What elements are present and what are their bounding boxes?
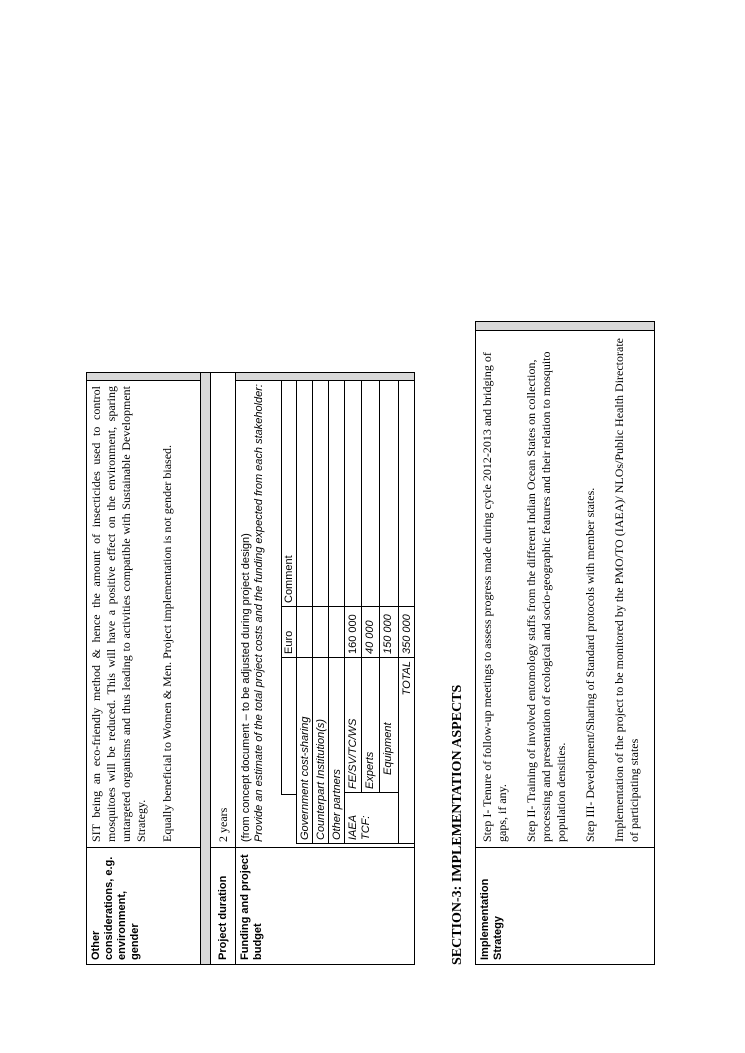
- budget-row-other-partners-text: Other partners: [331, 769, 343, 840]
- other-considerations-para2: Equally beneficial to Women & Men. Project implementation is not gender biased.: [160, 444, 174, 842]
- budget-sub-experts-value: [361, 606, 380, 658]
- impl-strategy-content-cell: [475, 330, 655, 848]
- budget-sub-fe-value-text: 160 000: [347, 614, 359, 654]
- funding-label: Funding and project budget: [239, 854, 264, 960]
- other-considerations-label: Other considerations, e.g. environment, gender: [90, 856, 141, 960]
- budget-total-value-text: 350 000: [401, 614, 413, 654]
- impl-strategy-label-cell: [475, 847, 655, 965]
- budget-head-blank: [281, 657, 297, 795]
- impl-strategy-label: Implementation Strategy: [479, 878, 504, 960]
- budget-counterpart-comment: [312, 380, 329, 607]
- budget-col-comment: [281, 380, 297, 607]
- funding-right-cell: [235, 372, 415, 381]
- budget-total-label: [398, 657, 415, 844]
- project-duration-value-cell: [210, 372, 236, 848]
- budget-total-label-text: TOTAL: [401, 661, 413, 696]
- budget-row-iaea: [344, 792, 399, 844]
- budget-total-value: [398, 606, 415, 658]
- project-duration-value: 2 years: [216, 807, 230, 842]
- project-duration-label: Project duration: [217, 875, 229, 960]
- budget-row-other-partners: [328, 657, 345, 844]
- budget-gov-euro: [296, 606, 313, 658]
- budget-row-iaea-text: IAEA TCF:: [347, 815, 372, 840]
- impl-strategy-right-cell: [475, 321, 655, 331]
- funding-note1: (from concept document – to be adjusted during project design): [240, 533, 252, 842]
- budget-row-government: [296, 657, 313, 844]
- other-considerations-content-cell: [86, 380, 201, 848]
- budget-sub-equipment-comment: [379, 380, 399, 607]
- budget-gov-comment: [296, 380, 313, 607]
- impl-step4: Implementation of the project to be monitored by the PMO/TO (IAEA)/ NLOs/Public Health Directorate of participating states: [612, 338, 641, 842]
- budget-row-counterpart: [312, 657, 329, 844]
- budget-sub-equipment-value-text: 150 000: [382, 614, 394, 654]
- budget-sub-fe-comment: [344, 380, 362, 607]
- impl-step3: Step III- Development/Sharing of Standard protocols with member states.: [583, 487, 597, 842]
- funding-label-cell: [235, 847, 415, 965]
- budget-sub-experts-comment: [361, 380, 380, 607]
- funding-note2: Provide an estimate of the total project costs and the funding expected from each stakeholder:: [253, 384, 265, 842]
- budget-sub-experts-value-text: 40 000: [364, 620, 376, 654]
- budget-sub-fe: [344, 657, 362, 793]
- project-duration-label-cell: [210, 847, 236, 965]
- budget-col-comment-text: Comment: [283, 555, 295, 603]
- budget-sub-equipment-value: [379, 606, 399, 658]
- budget-sub-equipment: [379, 657, 399, 793]
- budget-sub-fe-value: [344, 606, 362, 658]
- budget-other-comment: [328, 380, 345, 607]
- budget-sub-fe-text: FE/SV/TC/WS: [347, 718, 359, 789]
- budget-total-comment: [398, 380, 415, 607]
- budget-counterpart-euro: [312, 606, 329, 658]
- budget-sub-experts: [361, 657, 380, 793]
- budget-row-government-text: Government cost-sharing: [299, 716, 311, 840]
- budget-col-euro-text: Euro: [283, 630, 295, 654]
- budget-other-euro: [328, 606, 345, 658]
- impl-step1: Step I- Tenure of follow-up meetings to assess progress made during cycle 2012-2013 and bridging of gaps, if any.: [480, 352, 509, 842]
- impl-step2: Step II- Training of involved entomology staffs from the different Indian Ocean States on collection, processing and presentation of ecological and socio-geographic features and their relation to mosquito population densities.: [524, 351, 568, 842]
- budget-row-counterpart-text: Counterpart Institution(s): [315, 718, 327, 840]
- budget-sub-experts-text: Experts: [364, 751, 376, 789]
- budget-sub-equipment-text: Equipment: [382, 722, 394, 775]
- other-considerations-para1: SIT being an eco-friendly method & hence the amount of insecticides used to control mosquitoes will be reduced. This will have a positive effect on the environment, sparing untargeted organisms and thus leading to activities compatible with Sustainable Development Strategy.: [89, 386, 148, 842]
- other-considerations-label-cell: [86, 847, 201, 965]
- other-considerations-right-cell: [86, 372, 201, 381]
- budget-col-euro: [281, 606, 297, 658]
- section3-heading: SECTION-3: IMPLEMENTATION ASPECTS: [450, 684, 465, 965]
